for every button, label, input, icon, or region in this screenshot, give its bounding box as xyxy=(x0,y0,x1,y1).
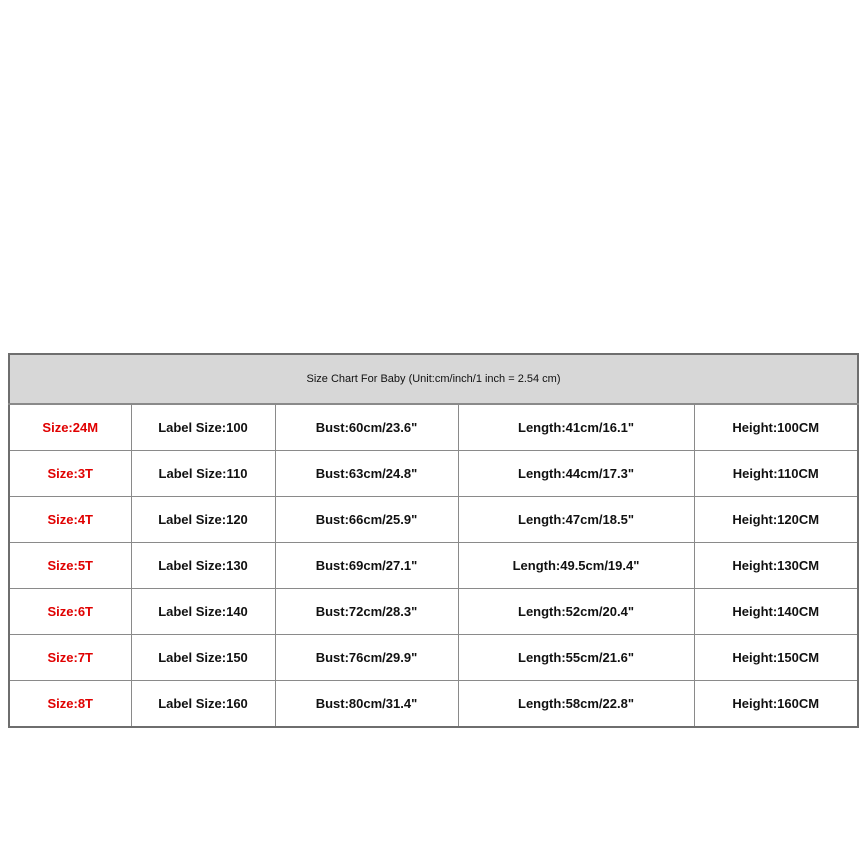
length-cell: Length:41cm/16.1" xyxy=(458,404,694,451)
height-cell: Height:100CM xyxy=(694,404,858,451)
bust-cell: Bust:80cm/31.4" xyxy=(275,681,458,728)
size-cell: Size:24M xyxy=(9,404,131,451)
bust-cell: Bust:76cm/29.9" xyxy=(275,635,458,681)
size-cell: Size:8T xyxy=(9,681,131,728)
bust-cell: Bust:63cm/24.8" xyxy=(275,451,458,497)
table-row xyxy=(9,635,858,681)
table-row xyxy=(9,589,858,635)
label-size-cell: Label Size:120 xyxy=(131,497,275,543)
label-size-cell: Label Size:150 xyxy=(131,635,275,681)
size-cell: Size:7T xyxy=(9,635,131,681)
height-cell: Height:130CM xyxy=(694,543,858,589)
length-cell: Length:52cm/20.4" xyxy=(458,589,694,635)
table-row xyxy=(9,404,858,451)
size-chart-title: Size Chart For Baby (Unit:cm/inch/1 inch = 2.54 cm) xyxy=(9,354,858,404)
height-cell: Height:140CM xyxy=(694,589,858,635)
table-row xyxy=(9,681,858,728)
label-size-cell: Label Size:100 xyxy=(131,404,275,451)
label-size-cell: Label Size:140 xyxy=(131,589,275,635)
length-cell: Length:44cm/17.3" xyxy=(458,451,694,497)
length-cell: Length:49.5cm/19.4" xyxy=(458,543,694,589)
size-chart-table xyxy=(8,353,859,728)
table-row xyxy=(9,497,858,543)
bust-cell: Bust:69cm/27.1" xyxy=(275,543,458,589)
length-cell: Length:58cm/22.8" xyxy=(458,681,694,728)
length-cell: Length:55cm/21.6" xyxy=(458,635,694,681)
size-cell: Size:5T xyxy=(9,543,131,589)
table-row xyxy=(9,543,858,589)
bust-cell: Bust:60cm/23.6" xyxy=(275,404,458,451)
title-row xyxy=(9,354,858,404)
length-cell: Length:47cm/18.5" xyxy=(458,497,694,543)
bust-cell: Bust:72cm/28.3" xyxy=(275,589,458,635)
label-size-cell: Label Size:160 xyxy=(131,681,275,728)
label-size-cell: Label Size:110 xyxy=(131,451,275,497)
height-cell: Height:160CM xyxy=(694,681,858,728)
label-size-cell: Label Size:130 xyxy=(131,543,275,589)
height-cell: Height:150CM xyxy=(694,635,858,681)
height-cell: Height:110CM xyxy=(694,451,858,497)
size-cell: Size:3T xyxy=(9,451,131,497)
size-cell: Size:6T xyxy=(9,589,131,635)
height-cell: Height:120CM xyxy=(694,497,858,543)
table-row xyxy=(9,451,858,497)
bust-cell: Bust:66cm/25.9" xyxy=(275,497,458,543)
size-cell: Size:4T xyxy=(9,497,131,543)
